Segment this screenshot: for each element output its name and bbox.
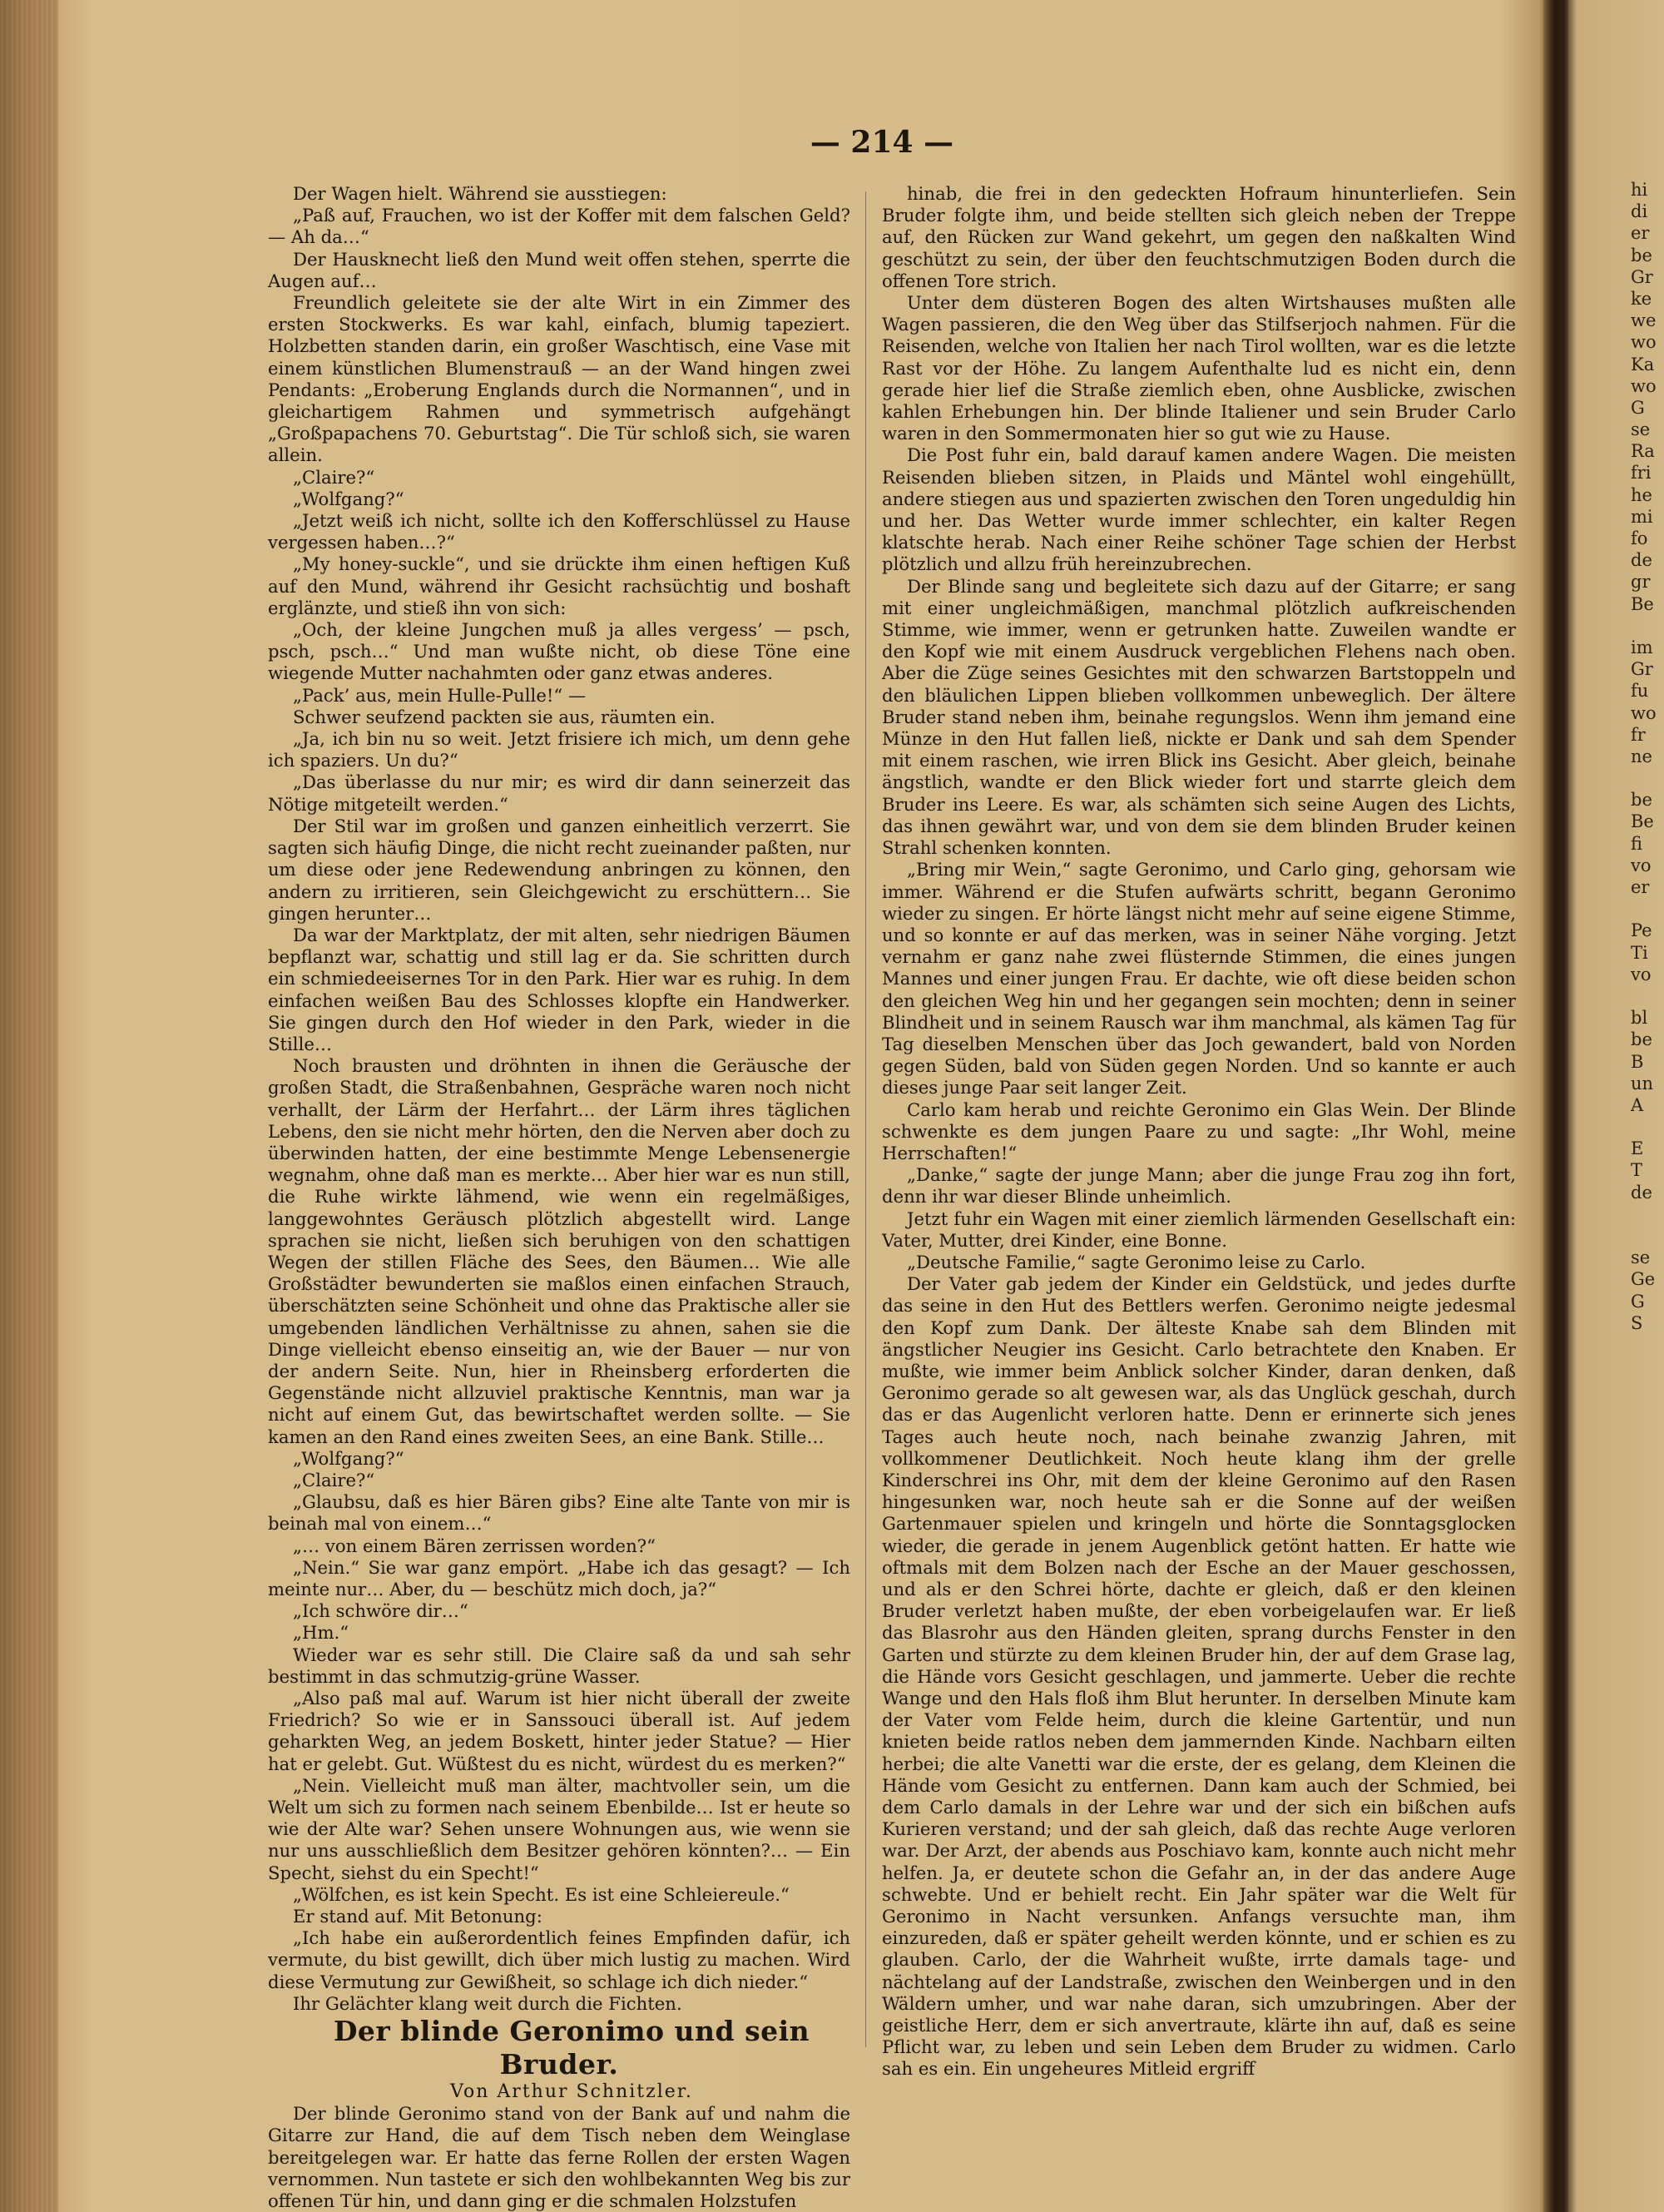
next-page-line: Pe [1631, 920, 1652, 941]
right-column [882, 183, 1516, 2080]
next-page-line [1631, 615, 1664, 637]
paragraph: „Glaubsu, daß es hier Bären gibs? Eine alte Tante von mir is beinah mal von einem…“ [268, 1491, 850, 1535]
next-page-line: Ra [1631, 441, 1655, 462]
paragraph: Noch brausten und dröhnten in ihnen die Geräusche der großen Stadt, die Straßenbahnen, Gespräche waren noch nicht verhallt, der Lärm der Herfahrt… der Lärm ihres täglichen Lebens, den sie nicht mehr hörten, den die Nerven aber doch zu überwinden hatten, der eine bestimmte Menge Lebensenergie wegnahm, ohne daß man es merkte… Aber hier war es nun still, die Ruhe wirkte lähmend, wie wenn ein regelmäßiges, langgewohntes Geräusch plötzlich abgestellt wird. Lange sprachen sie nicht, ließen sich beruhigen von den schattigen Wegen der stillen Fläche des Sees, den Bäumen… Wie alle Großstädter bewunderten sie maßlos einen einfachen Strauch, überschätzten seine Schönheit und ohne das Praktische aller sie umgebenden ländlichen Verhältnisse zu ahnen, sahen sie die Dinge vielleicht ebenso einseitig an, wie der Bauer — nur von der andern Seite. Nun, hier in Rheinsberg erforderten die Gegenstände nicht allzuviel praktische Kenntnis, man war ja nicht auf einem Gut, das bewirtschaftet werden sollte. — Sie kamen an den Rand eines zweiten Sees, an eine Bank. Stille… [268, 1055, 850, 1447]
paragraph: Unter dem düsteren Bogen des alten Wirtshauses mußten alle Wagen passieren, die den Weg über das Stilfserjoch nahmen. Für die Reisenden, welche von Italien her nach Tirol wollten, war es die letzte Rast vor der Höhe. Zu langem Aufenthalte lud es nicht ein, denn gerade hier lief die Straße ziemlich eben, ohne Ausblicke, zwischen kahlen Erhebungen hin. Der blinde Italiener und sein Bruder Carlo waren in den Sommermonaten hier so gut wie zu Hause. [882, 292, 1516, 444]
paragraph: „Wölfchen, es ist kein Specht. Es ist eine Schleiereule.“ [293, 1883, 790, 1905]
next-page-line: B [1631, 1051, 1644, 1072]
next-page-line: un [1631, 1073, 1654, 1094]
next-page-line: S [1631, 1312, 1643, 1333]
paragraph: „Bring mir Wein,“ sagte Geronimo, und Carlo ging, gehorsam wie immer. Während er die Stufen aufwärts schritt, begann Geronimo wieder zu singen. Er hörte längst nicht mehr auf seine eigene Stimme, und so konnte er auf das merken, was in seiner Nähe vorging. Jetzt vernahm er ganz nahe zwei flüsternde Stimmen, die eines jungen Mannes und einer jungen Frau. Er dachte, wie oft diese beiden schon den gleichen Weg hin und her gegangen sein mochten; denn in seiner Blindheit und in seinem Rausch war ihm manchmal, als kämen Tag für Tag dieselben Menschen über das Joch gewandert, bald von Norden gegen Süden, bald von Süden gegen Norden. Und so kannte er auch dieses junge Paar seit langer Zeit. [882, 859, 1516, 1099]
paragraph: „Deutsche Familie,“ sagte Geronimo leise zu Carlo. [907, 1251, 1366, 1272]
next-page-line: gr [1631, 572, 1651, 593]
paragraph: „Hm.“ [293, 1622, 349, 1644]
paragraph: Carlo kam herab und reichte Geronimo ein Glas Wein. Der Blinde schwenkte es dem jungen Paare zu und sagte: „Ihr Wohl, meine Herrschaften!“ [882, 1099, 1516, 1163]
paragraph: „Och, der kleine Jungchen muß ja alles vergess’ — psch, psch, psch…“ Und man wußte nicht, ob diese Töne eine wiegende Mutter nachahmten oder ganz etwas anderes. [268, 619, 850, 684]
book-gutter [1543, 0, 1568, 2212]
next-page-line: se [1631, 1247, 1651, 1268]
next-page-line: Gr [1631, 659, 1653, 680]
paragraph: „Paß auf, Frauchen, wo ist der Koffer mit dem falschen Geld? — Ah da…“ [268, 205, 850, 248]
next-page-line: be [1631, 245, 1652, 265]
next-page-line: de [1631, 550, 1652, 571]
next-page-line: wo [1631, 332, 1657, 353]
next-page-line: we [1631, 310, 1657, 331]
book-edge [0, 0, 58, 2212]
next-page-line [1631, 1225, 1664, 1247]
next-page-line [1631, 898, 1664, 920]
next-page-line: er [1631, 877, 1650, 897]
paragraph: „Wolfgang?“ [293, 488, 404, 509]
story-opening [268, 2103, 850, 2212]
paragraph: Er stand auf. Mit Betonung: [293, 1906, 542, 1927]
paragraph: Der Wagen hielt. Während sie ausstiegen: [293, 183, 667, 204]
next-page-line: hi [1631, 180, 1648, 200]
left-paragraphs [268, 183, 850, 2015]
next-page-line: fo [1631, 528, 1648, 548]
next-page-line: fu [1631, 681, 1649, 702]
next-page-line: Ka [1631, 354, 1655, 374]
paragraph: Der Blinde sang und begleitete sich dazu auf der Gitarre; er sang mit einer ungleichmäßigen, manchmal plötzlich aufkreischenden Stimme, wie immer, wenn er getrunken hatte. Zuweilen wandte er den Kopf wie mit einem Ausdruck vergeblichen Flehens nach oben. Aber die Züge seines Gesichtes mit den schwarzen Bartstoppeln und den bläulichen Lippen blieben vollkommen unbeweglich. Der ältere Bruder stand neben ihm, beinahe regungslos. Wenn ihm jemand eine Münze in den Hut fallen ließ, nickte er Dank und sah dem Spender mit einem raschen, wie irren Blick ins Gesicht. Aber gleich, beinahe ängstlich, wandte er den Blick wieder fort und starrte gleich dem Bruder ins Leere. Es war, als schämten sich seine Augen des Lichts, das ihnen gewährt war, und von dem sie dem blinden Bruder keinen Strahl schenken konnten. [882, 575, 1516, 859]
next-page-line: im [1631, 637, 1653, 657]
next-page-line: vo [1631, 964, 1652, 984]
next-page-line: se [1631, 419, 1651, 440]
paragraph: „Das überlasse du nur mir; es wird dir dann seinerzeit das Nötige mitgeteilt werden.“ [268, 771, 850, 815]
paragraph: „Nein. Vielleicht muß man älter, machtvoller sein, um die Welt um sich zu formen nach seinem Ebenbilde… Ist er heute so wie der Alte war? Sehen unsere Wohnungen aus, wie wenn sie nur uns ausschließlich dem Besitzer gehören könnten?… — Ein Specht, siehst du ein Specht!“ [268, 1774, 850, 1883]
paragraph: Der Hausknecht ließ den Mund weit offen stehen, sperrte die Augen auf… [268, 248, 850, 291]
next-page-line: be [1631, 790, 1652, 811]
paragraph: Schwer seufzend packten sie aus, räumten ein. [293, 706, 716, 727]
next-page-line: de [1631, 1182, 1652, 1203]
next-page-fragment [1631, 179, 1664, 1344]
next-page-line: fi [1631, 833, 1643, 854]
next-page-line: A [1631, 1094, 1644, 1115]
next-page-line [1631, 985, 1664, 1007]
next-page-line: Ge [1631, 1269, 1656, 1290]
paragraph: „Pack’ aus, mein Hulle-Pulle!“ — [293, 684, 587, 706]
next-page-line: G [1631, 397, 1645, 418]
paragraph: Jetzt fuhr ein Wagen mit einer ziemlich lärmenden Gesellschaft ein: Vater, Mutter, drei Kinder, eine Bonne. [882, 1208, 1516, 1251]
left-column [268, 183, 850, 2212]
next-page-line: fri [1631, 463, 1652, 484]
paragraph: Der blinde Geronimo stand von der Bank auf und nahm die Gitarre zur Hand, die auf dem Tisch neben dem Weinglase bereitgelegen war. Er hatte das ferne Rollen der ersten Wagen vernommen. Nun tastete er sich den wohlbekannten Weg bis zur offenen Tür hin, und dann ging er die schmalen Holzstufen [268, 2103, 850, 2212]
paragraph: „Ja, ich bin nu so weit. Jetzt frisiere ich mich, um denn gehe ich spaziers. Un du?“ [268, 728, 850, 771]
paragraph: „Jetzt weiß ich nicht, sollte ich den Kofferschlüssel zu Hause vergessen haben…?“ [268, 510, 850, 553]
story-author: Von Arthur Schnitzler. [450, 2081, 693, 2103]
paragraph: Da war der Marktplatz, der mit alten, sehr niedrigen Bäumen bepflanzt war, schattig und still lag er da. Sie schritten durch ein schmiedeeisernes Tor in den Park. Hier war es ruhig. In dem einfachen weißen Bau des Schlosses klopfte ein Handwerker. Sie gingen durch den Hof wieder in den Park, wieder in die Stille… [268, 924, 850, 1054]
next-page-line: wo [1631, 375, 1657, 396]
next-page-line: vo [1631, 855, 1652, 875]
paragraph: Der Vater gab jedem der Kinder ein Geldstück, und jedes durfte das seine in den Hut des Bettlers werfen. Geronimo neigte jedesmal den Kopf zum Dank. Der älteste Knabe sah dem Blinden mit ängstlicher Neugier ins Gesicht. Carlo betrachtete den Knaben. Er mußte, wie immer beim Anblick solcher Kinder, daran denken, daß Geronimo gerade so alt gewesen war, als das Unglück geschah, durch das er das Augenlicht verloren hatte. Denn er erinnerte sich jenes Tages auch heute noch, nach beinahe zwanzig Jahren, mit vollkommener Deutlichkeit. Noch heute klang ihm der grelle Kinderschrei ins Ohr, mit dem der kleine Geronimo auf den Rasen hingesunken war, noch heute sah er die Sonne auf der weißen Gartenmauer spielen und kringeln und hörte die Sonntagsglocken wieder, die gerade in jenem Augenblick getönt hatten. Er hatte wie oftmals mit dem Bolzen nach der Esche an der Mauer geschossen, und als er den Schrei hörte, dachte er gleich, daß er den kleinen Bruder verletzt haben mußte, der eben vorbeigelaufen war. Er ließ das Blasrohr aus den Händen gleiten, sprang durchs Fenster in den Garten und stürzte zu dem kleinen Bruder hin, der auf dem Grase lag, die Hände vors Gesicht geschlagen, und jammerte. Ueber die rechte Wange und den Hals floß ihm Blut herunter. In derselben Minute kam der Vater vom Felde heim, durch die kleine Gartentür, und nun knieten beide ratlos neben dem jammernden Kinde. Nachbarn eilten herbei; die alte Vanetti war die erste, der es gelang, dem Kleinen die Hände vom Gesicht zu entfernen. Dann kam auch der Schmied, bei dem Carlo damals in der Lehre war und der sich ein bißchen aufs Kurieren verstand; und der sah gleich, daß das rechte Auge verloren war. Der Arzt, der abends aus Poschiavo kam, konnte auch nicht mehr helfen. Ja, er deutete schon die Gefahr an, in der das andere Auge schwebte. Und er behielt recht. Ein Jahr später war die Welt für Geronimo in Nacht versunken. Anfangs versuchte man, ihm einzureden, daß er später geheilt werden könnte, und er schien es zu glauben. Carlo, der die Wahrheit wußte, irrte damals tage- und nächtelang auf der Landstraße, zwischen den Weinbergen und in den Wäldern umher, und war nahe daran, sich umzubringen. Aber der geistliche Herr, dem er sich anvertraute, klärte ihn auf, daß es seine Pflicht war, zu leben und sein Leben dem Bruder zu widmen. Carlo sah es ein. Ein ungeheures Mitleid ergriff [882, 1273, 1516, 2080]
next-page-line: T [1631, 1160, 1643, 1181]
next-page-line: be [1631, 1029, 1652, 1050]
next-page-line: Ti [1631, 942, 1648, 963]
paragraph: „Claire?“ [293, 466, 375, 488]
next-page-line: ne [1631, 746, 1652, 766]
paragraph: „Claire?“ [293, 1469, 375, 1490]
paragraph: Ihr Gelächter klang weit durch die Fichten. [293, 1992, 682, 2014]
paragraph: „Also paß mal auf. Warum ist hier nicht überall der zweite Friedrich? So wie er in Sanssouci überall ist. Auf jedem geharkten Weg, an jedem Boskett, hinter jeder Statue? — Hier hat er gelebt. Gut. Wüßtest du es nicht, würdest du es merken?“ [268, 1688, 850, 1774]
story-title: Der blinde Geronimo und sein Bruder. [333, 2015, 810, 2081]
paragraph: „… von einem Bären zerrissen worden?“ [293, 1535, 656, 1556]
next-page-line: wo [1631, 702, 1657, 723]
next-page-line [1631, 1203, 1664, 1225]
next-page-line: mi [1631, 506, 1653, 527]
next-page-line [1631, 767, 1664, 789]
paragraph: „Danke,“ sagte der junge Mann; aber die junge Frau zog ihn fort, denn ihr war dieser Blinde unheimlich. [882, 1164, 1516, 1208]
next-page-line: Be [1631, 593, 1654, 614]
next-page-line: Gr [1631, 266, 1653, 287]
paragraph: hinab, die frei in den gedeckten Hofraum hinunterliefen. Sein Bruder folgte ihm, und beide stellten sich gleich neben der Treppe auf, den Rücken zur Wand gekehrt, um gegen den naßkalten Wind geschützt zu sein, der über den feuchtschmutzigen Boden durch die offenen Tore strich. [882, 183, 1516, 291]
right-paragraphs [882, 183, 1516, 2081]
next-page-line: E [1631, 1138, 1644, 1159]
paragraph: Wieder war es sehr still. Die Claire saß da und sah sehr bestimmt in das schmutzig-grüne Wasser. [268, 1644, 850, 1687]
next-page-line [1631, 1116, 1664, 1138]
next-page-line: he [1631, 484, 1652, 505]
next-page-line: er [1631, 223, 1650, 244]
paragraph: „Wolfgang?“ [293, 1447, 404, 1469]
paragraph: „My honey-suckle“, und sie drückte ihm einen heftigen Kuß auf den Mund, während ihr Gesicht rachsüchtig und boshaft erglänzte, und stieß ihn von sich: [268, 553, 850, 618]
paragraph: „Ich schwöre dir…“ [293, 1600, 468, 1622]
column-divider [865, 191, 866, 2047]
next-page-line: bl [1631, 1008, 1648, 1029]
paragraph: Der Stil war im großen und ganzen einheitlich verzerrt. Sie sagten sich häufig Dinge, die nicht recht zueinander paßten, nur um diese oder jene Redewendung anbringen zu können, den andern zu irritieren, sein Gleichgewicht zu erschüttern… Sie gingen herunter… [268, 815, 850, 924]
next-page-line: G [1631, 1291, 1645, 1312]
next-page-line: Be [1631, 811, 1654, 832]
paragraph: „Ich habe ein außerordentlich feines Empfinden dafür, ich vermute, du bist gewillt, dich über mich lustig zu machen. Wird diese Vermutung zur Gewißheit, so schlage ich dich nieder.“ [268, 1927, 850, 1992]
next-page-line: ke [1631, 288, 1652, 309]
paragraph: Die Post fuhr ein, bald darauf kamen andere Wagen. Die meisten Reisenden blieben sitzen, in Plaids und Mäntel wohl eingehüllt, andere stiegen aus und spazierten zwischen den Toren ungeduldig hin und her. Das Wetter wurde immer schlechter, ein kalter Regen klatschte herab. Nach einer Reihe schöner Tage schien der Herbst plötzlich und allzu früh hereinzubrechen. [882, 444, 1516, 575]
next-page-line: di [1631, 201, 1648, 222]
next-page-line: fr [1631, 724, 1646, 745]
paragraph: „Nein.“ Sie war ganz empört. „Habe ich das gesagt? — Ich meinte nur… Aber, du — beschütz mich doch, ja?“ [268, 1556, 850, 1599]
page-number: — 214 — [810, 125, 954, 160]
paragraph: Freundlich geleitete sie der alte Wirt in ein Zimmer des ersten Stockwerks. Es war kahl, einfach, blumig tapeziert. Holzbetten standen darin, ein großer Waschtisch, eine Vase mit einem künstlichen Blumenstrauß — an der Wand hingen zwei Pendants: „Eroberung Englands durch die Normannen“, und in gleichartigem Rahmen und symmetrisch aufgehängt „Großpapachens 70. Geburtstag“. Die Tür schloß sich, sie waren allein. [268, 292, 850, 466]
